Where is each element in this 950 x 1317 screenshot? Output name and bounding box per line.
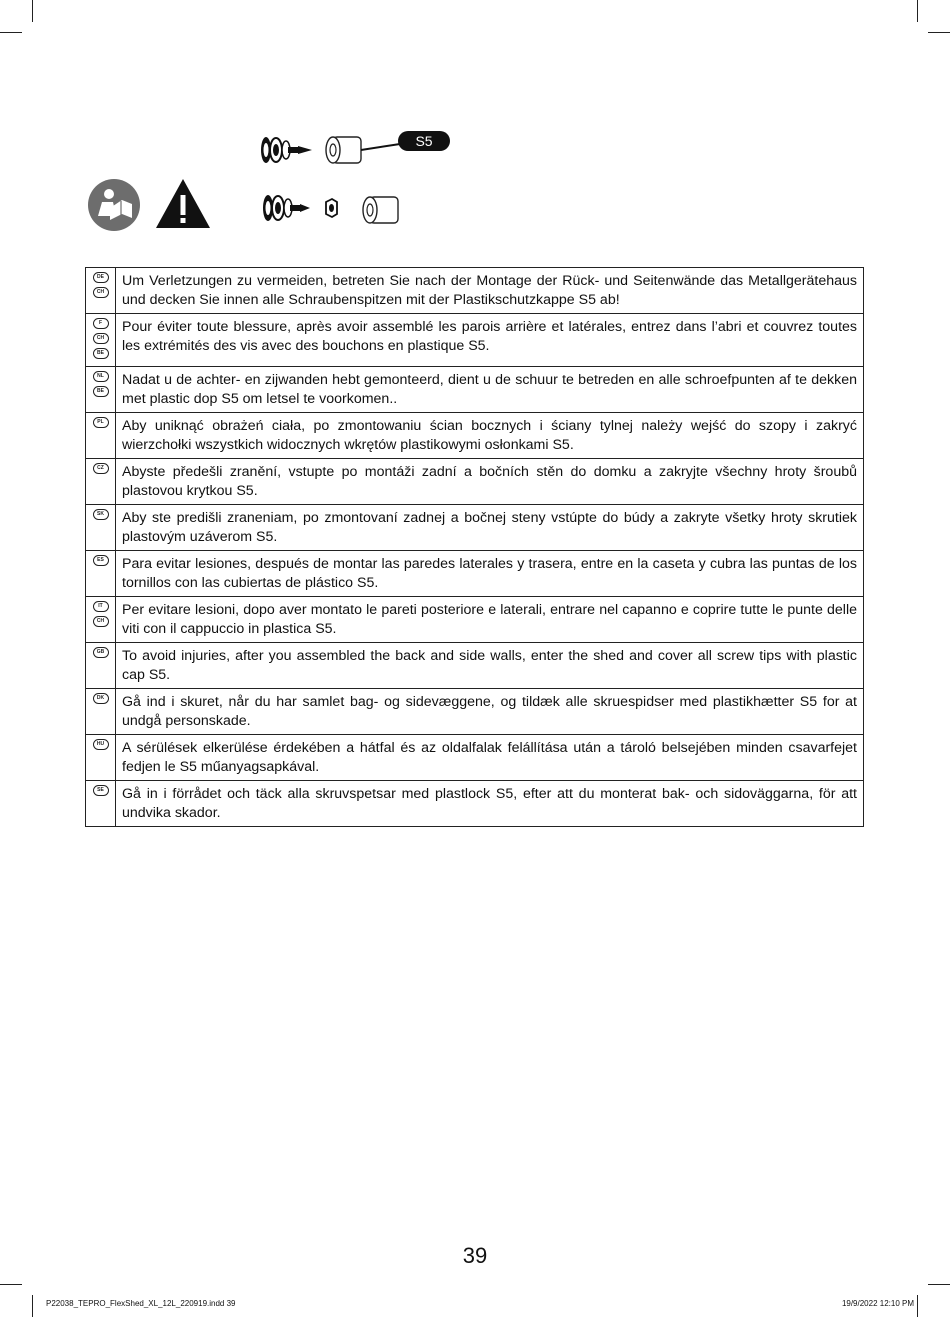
language-badge: CH bbox=[93, 616, 109, 627]
table-row bbox=[86, 781, 864, 827]
language-badge: DK bbox=[93, 693, 109, 704]
table-row bbox=[86, 367, 864, 413]
language-flags bbox=[86, 413, 116, 459]
warning-text: Nadat u de achter- en zijwanden hebt gemonteerd, dient u de schuur te betreden en alle schroefpunten af te dekken met plastic dop S5 om letsel te voorkomen.. bbox=[116, 367, 864, 413]
table-row bbox=[86, 459, 864, 505]
language-flags bbox=[86, 597, 116, 643]
screw-washer-icon bbox=[263, 195, 310, 221]
language-badge: GB bbox=[93, 647, 109, 658]
crop-mark bbox=[928, 1284, 950, 1285]
warning-text: Pour éviter toute blessure, après avoir assemblé les parois arrière et latérales, entrez dans l’abri et couvrez toutes les extrémités des vis avec des bouchons en plastique S5. bbox=[116, 314, 864, 367]
warning-text: Gå in i förrådet och täck alla skruvspetsar med plastlock S5, efter att du monterat bak- och sidoväggarna, för att undvika skador. bbox=[116, 781, 864, 827]
language-flags bbox=[86, 367, 116, 413]
warning-text: Aby uniknąć obrażeń ciała, po zmontowaniu ścian bocznych i ściany tylnej należy wejść do szopy i zakryć wierzchołki wszystkich widocznych wkrętów plastikowymi osłonkami S5. bbox=[116, 413, 864, 459]
language-flags bbox=[86, 781, 116, 827]
screw-washer-icon bbox=[261, 137, 312, 163]
crop-mark bbox=[917, 1295, 918, 1317]
plastic-cap-icon bbox=[363, 197, 398, 223]
warning-triangle-icon bbox=[156, 179, 210, 228]
table-row bbox=[86, 505, 864, 551]
table-row bbox=[86, 643, 864, 689]
language-badge: CZ bbox=[93, 463, 109, 474]
slug-date: 19/9/2022 12:10 PM bbox=[841, 1299, 914, 1308]
table-row bbox=[86, 413, 864, 459]
part-label-badge bbox=[398, 131, 450, 151]
crop-mark bbox=[32, 0, 33, 22]
table-row bbox=[86, 268, 864, 314]
crop-mark bbox=[928, 32, 950, 33]
language-badge: SE bbox=[93, 785, 109, 796]
warning-text: Um Verletzungen zu vermeiden, betreten Sie nach der Montage der Rück- und Seitenwände das Metallgerätehaus und decken Sie innen alle Schraubenspitzen mit der Plastikschutzkappe S5 ab! bbox=[116, 268, 864, 314]
slug-file-info: P22038_TEPRO_FlexShed_XL_12L_220919.indd 39 bbox=[46, 1299, 236, 1308]
language-flags bbox=[86, 459, 116, 505]
warning-text: Abyste předešli zranění, vstupte po montáži zadní a bočních stěn do domku a zakryjte všechny hroty šroubů plastovou krytkou S5. bbox=[116, 459, 864, 505]
warning-text: To avoid injuries, after you assembled the back and side walls, enter the shed and cover all screw tips with plastic cap S5. bbox=[116, 643, 864, 689]
warning-text: Per evitare lesioni, dopo aver montato le pareti posteriore e laterali, entrare nel capanno e coprire tutte le punte delle viti con il cappuccio in plastica S5. bbox=[116, 597, 864, 643]
plastic-cap-icon bbox=[326, 137, 400, 163]
language-badge: CH bbox=[93, 287, 109, 298]
part-label: S5 bbox=[415, 133, 433, 149]
language-badge: DE bbox=[93, 272, 109, 283]
table-row bbox=[86, 551, 864, 597]
warning-text: A sérülések elkerülése érdekében a hátfal és az oldalfalak felállítása után a tároló belsejében minden csavarfejet fedjen le S5 műanyagsapkával. bbox=[116, 735, 864, 781]
language-badge: PL bbox=[93, 417, 109, 428]
language-flags bbox=[86, 689, 116, 735]
table-row bbox=[86, 314, 864, 367]
assembly-figure bbox=[80, 120, 480, 240]
warning-text: Aby ste predišli zraneniam, po zmontovaní zadnej a bočnej steny vstúpte do búdy a zakryte všetky hroty skrutiek plastovým uzáverom S5. bbox=[116, 505, 864, 551]
language-flags bbox=[86, 314, 116, 367]
language-badge: NL bbox=[93, 371, 109, 382]
language-badge: BE bbox=[93, 348, 109, 359]
warning-text: Para evitar lesiones, después de montar las paredes laterales y trasera, entre en la caseta y cubra las puntas de los tornillos con las cubiertas de plástico S5. bbox=[116, 551, 864, 597]
crop-mark bbox=[32, 1295, 33, 1317]
language-flags bbox=[86, 735, 116, 781]
language-badge: HU bbox=[93, 739, 109, 750]
language-badge: F bbox=[93, 318, 109, 329]
language-flags bbox=[86, 505, 116, 551]
nut-icon bbox=[326, 199, 337, 217]
warning-text: Gå ind i skuret, når du har samlet bag- og sidevæggene, og tildæk alle skruespidser med plastikhætter S5 for at undgå personskade. bbox=[116, 689, 864, 735]
page-number: 39 bbox=[462, 1243, 488, 1268]
language-badge: BE bbox=[93, 386, 109, 397]
crop-mark bbox=[0, 1284, 22, 1285]
language-flags bbox=[86, 551, 116, 597]
crop-mark bbox=[917, 0, 918, 22]
table-row bbox=[86, 689, 864, 735]
language-badge: ES bbox=[93, 555, 109, 566]
table-row bbox=[86, 597, 864, 643]
table-row bbox=[86, 735, 864, 781]
language-badge: IT bbox=[93, 601, 109, 612]
warning-table bbox=[85, 267, 864, 827]
language-badge: CH bbox=[93, 333, 109, 344]
language-flags bbox=[86, 643, 116, 689]
warning-table-body bbox=[86, 268, 864, 827]
crop-mark bbox=[0, 32, 22, 33]
language-flags bbox=[86, 268, 116, 314]
read-manual-icon bbox=[88, 179, 140, 231]
language-badge: SK bbox=[93, 509, 109, 520]
